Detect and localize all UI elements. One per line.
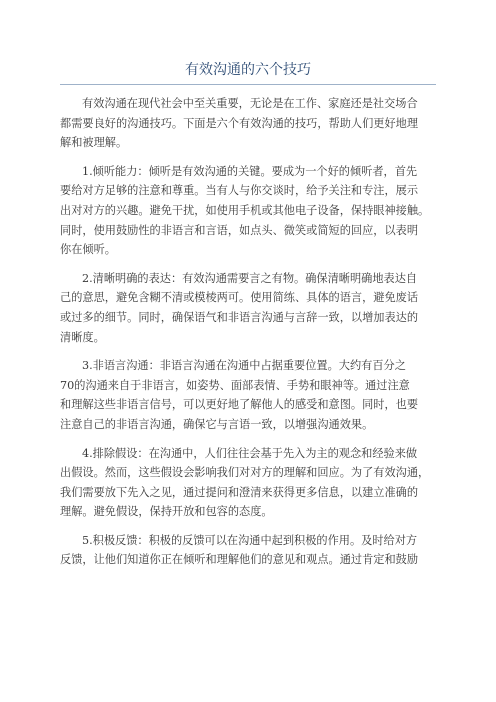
text-line: 出假设。然而，这些假设会影响我们对对方的理解和回应。为了有效沟通，	[60, 466, 430, 480]
document-body	[60, 94, 436, 579]
text-line: 注意自己的非语言沟通，确保它与言语一致，以增强沟通效果。	[60, 417, 374, 431]
page-title: 有效沟通的六个技巧	[185, 62, 311, 78]
text-line: 4.排除假设：在沟通中，人们往往会基于先入为主的观念和经验来做	[82, 446, 418, 460]
text-line: 3.非语言沟通：非语言沟通在沟通中占据重要位置。大约有百分之	[82, 359, 406, 373]
text-line: 理解。避免假设，保持开放和包容的态度。	[60, 505, 273, 519]
text-line: 70的沟通来自于非语言，如姿势、面部表情、手势和眼神等。通过注意	[60, 378, 410, 392]
paragraph-clear-expression	[60, 269, 436, 347]
text-line: 有效沟通在现代社会中至关重要，无论是在工作、家庭还是社交场合	[82, 97, 418, 110]
text-line: 2.清晰明确的表达：有效沟通需要言之有物。确保清晰明确地表达自	[82, 271, 418, 285]
paragraph-intro	[60, 94, 436, 153]
text-line: 出对对方的兴趣。避免干扰，如使用手机或其他电子设备，保持眼神接触。	[60, 203, 430, 217]
paragraph-nonverbal	[60, 356, 436, 434]
text-line: 1.倾听能力：倾听是有效沟通的关键。要成为一个好的倾听者，首先	[82, 164, 418, 178]
text-line: 解和被理解。	[60, 136, 128, 150]
text-line: 同时，使用鼓励性的非语言和言语，如点头、微笑或简短的回应，以表明	[60, 223, 419, 237]
text-line: 反馈，让他们知道你正在倾听和理解他们的意见和观点。通过肯定和鼓励	[60, 553, 419, 567]
text-line: 你在倾听。	[60, 243, 116, 257]
text-line: 己的意思，避免含糊不清或模棱两可。使用简练、具体的语言，避免废话	[60, 291, 419, 305]
text-line: 我们需要放下先入之见，通过提问和澄清来获得更多信息，以建立准确的	[60, 485, 419, 499]
text-line: 都需要良好的沟通技巧。下面是六个有效沟通的技巧，帮助人们更好地理	[60, 116, 419, 130]
title-divider	[60, 84, 436, 85]
text-line: 清晰度。	[60, 330, 105, 344]
text-line: 5.积极反馈：积极的反馈可以在沟通中起到积极的作用。及时给对方	[82, 533, 418, 547]
text-line: 要给对方足够的注意和尊重。当有人与你交谈时，给予关注和专注，展示	[60, 184, 419, 198]
text-line: 和理解这些非语言信号，可以更好地了解他人的感受和意图。同时，也要	[60, 398, 419, 412]
paragraph-assumptions	[60, 444, 436, 522]
paragraph-listening	[60, 162, 436, 260]
paragraph-feedback	[60, 531, 436, 570]
text-line: 或过多的细节。同时，确保语气和非语言沟通与言辞一致，以增加表达的	[60, 310, 419, 324]
